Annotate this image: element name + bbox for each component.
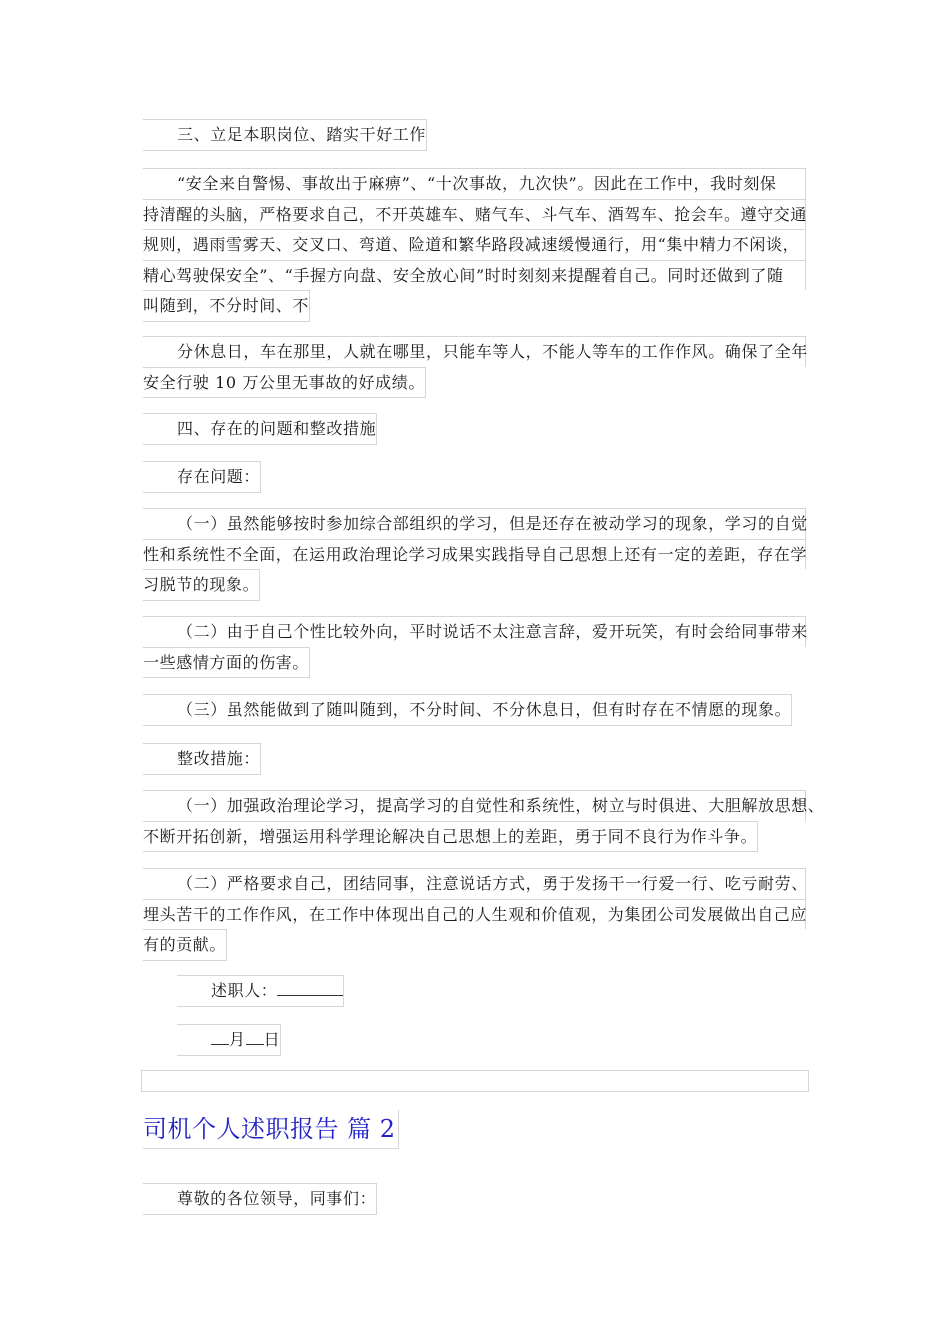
measure-1-paragraph <box>143 790 825 852</box>
part-2-heading: 司机个人述职报告 篇 2 <box>143 1110 399 1149</box>
month-char: 月 <box>229 1030 246 1049</box>
measures-label <box>143 743 261 775</box>
problem-2-paragraph <box>143 616 806 678</box>
measure-2-paragraph <box>143 868 806 961</box>
paragraph-line: 分休息日，车在那里，人就在哪里，只能车等人，不能人等车的工作作风。确保了全年 <box>143 336 806 367</box>
paragraph-line: 不断开拓创新，增强运用科学理论解决自己思想上的差距，勇于同不良行为作斗争。 <box>143 821 758 853</box>
safety-paragraph <box>143 168 806 322</box>
paragraph-line: （三）虽然能做到了随叫随到，不分时间、不分休息日，但有时存在不情愿的现象。 <box>143 694 792 726</box>
day-char: 日 <box>263 1030 281 1049</box>
problem-1-paragraph <box>143 508 806 601</box>
paragraph-line: （一）虽然能够按时参加综合部组织的学习，但是还存在被动学习的现象，学习的自觉 <box>143 508 806 539</box>
month-blank <box>211 1030 229 1045</box>
paragraph-line: 埋头苦干的工作作风，在工作中体现出自己的人生观和价值观，为集团公司发展做出自己应 <box>143 899 806 930</box>
problems-label-line: 存在问题： <box>143 461 261 493</box>
section-4-title <box>143 413 377 445</box>
signature-label: 述职人： <box>211 981 278 1000</box>
date-row <box>177 1024 281 1056</box>
paragraph-line: 精心驾驶保安全”、“手握方向盘、安全放心间”时时刻刻来提醒着自己。同时还做到了随 <box>143 260 806 291</box>
work-style-paragraph <box>143 336 806 398</box>
paragraph-line: 习脱节的现象。 <box>143 569 260 601</box>
greeting <box>143 1183 377 1215</box>
problems-label <box>143 461 261 493</box>
date-line <box>143 1024 281 1056</box>
paragraph-line: （一）加强政治理论学习，提高学习的自觉性和系统性，树立与时俱进、大胆解放思想、 <box>143 790 806 821</box>
signature-row <box>177 975 344 1007</box>
signature-blank <box>277 981 343 996</box>
section-separator <box>141 1070 809 1092</box>
paragraph-line: 安全行驶 10 万公里无事故的好成绩。 <box>143 367 426 399</box>
paragraph-line: 性和系统性不全面，在运用政治理论学习成果实践指导自己思想上还有一定的差距，存在学 <box>143 539 806 570</box>
section-3-title-line: 三、立足本职岗位、踏实干好工作 <box>143 119 427 151</box>
paragraph-line: 有的贡献。 <box>143 929 227 961</box>
paragraph-line: 一些感情方面的伤害。 <box>143 647 310 679</box>
greeting-line: 尊敬的各位领导，同事们： <box>143 1183 377 1215</box>
paragraph-line: “安全来自警惕、事故出于麻痹”、“十次事故，九次快”。因此在工作中，我时刻保 <box>143 168 806 199</box>
paragraph-line: （二）由于自己个性比较外向，平时说话不太注意言辞，爱开玩笑，有时会给同事带来 <box>143 616 806 647</box>
paragraph-line: （二）严格要求自己，团结同事，注意说话方式，勇于发扬干一行爱一行、吃亏耐劳、 <box>143 868 806 899</box>
signature-line <box>143 975 344 1007</box>
section-4-title-line: 四、存在的问题和整改措施 <box>143 413 377 445</box>
problem-3-paragraph <box>143 694 792 726</box>
paragraph-line: 持清醒的头脑，严格要求自己，不开英雄车、赌气车、斗气车、酒驾车、抢会车。遵守交通 <box>143 199 806 230</box>
measures-label-line: 整改措施： <box>143 743 261 775</box>
paragraph-line: 叫随到，不分时间、不 <box>143 290 310 322</box>
paragraph-line: 规则，遇雨雪雾天、交叉口、弯道、险道和繁华路段减速缓慢通行，用“集中精力不闲谈， <box>143 229 806 260</box>
section-3-title <box>143 119 427 151</box>
day-blank <box>246 1030 264 1045</box>
